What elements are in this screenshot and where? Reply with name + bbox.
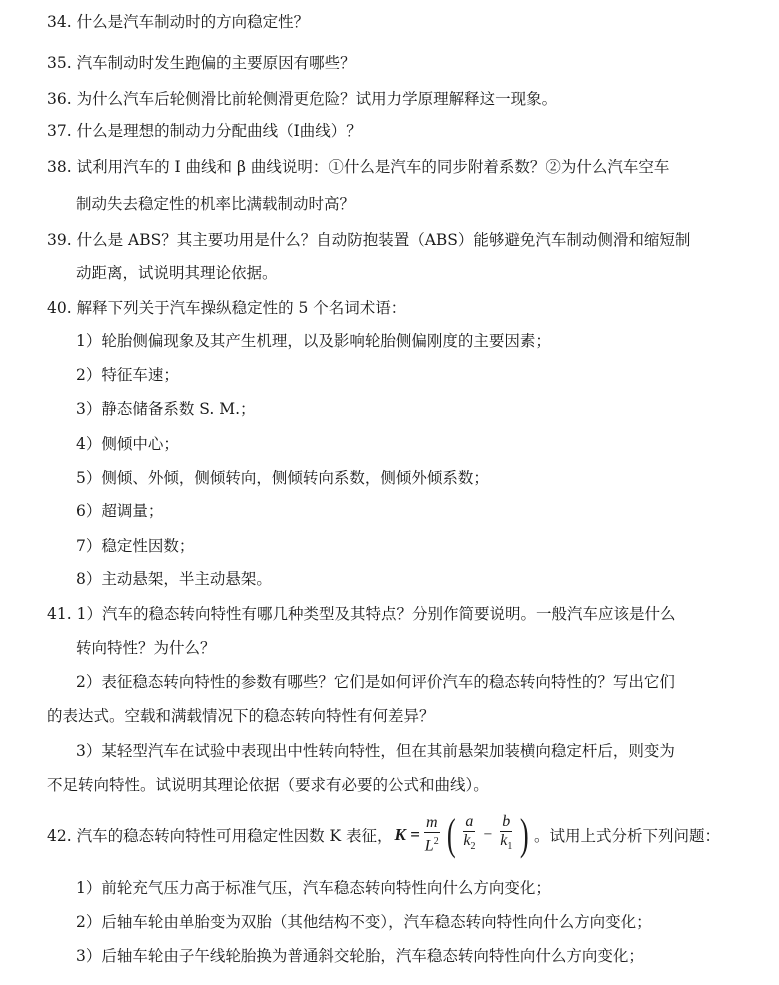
formula-paren-close: ): [520, 810, 530, 859]
formula-m: m: [425, 814, 438, 832]
line-q35: 35. 汽车制动时发生跑偏的主要原因有哪些？: [47, 54, 356, 72]
formula-paren-open: (: [446, 810, 456, 859]
line-q42-2: 2）后轴车轮由单胎变为双胎（其他结构不变），汽车稳态转向特性向什么方向变化；: [76, 913, 652, 931]
formula-frac-m-l2: [423, 814, 441, 855]
line-q42-1: 1）前轮充气压力高于标准气压，汽车稳态转向特性向什么方向变化；: [76, 879, 551, 897]
formula-a: a: [465, 813, 474, 831]
formula-l2: $L^2$: [424, 836, 439, 855]
line-q41-3: 3）某轻型汽车在试验中表现出中性转向特性，但在其前悬架加装横向稳定杆后，则变为: [76, 742, 675, 760]
line-q41-2-cont: 的表达式。空载和满载情况下的稳态转向特性有何差异？: [47, 707, 435, 725]
line-q41: 41. 1）汽车的稳态转向特性有哪几种类型及其特点？分别作简要说明。一般汽车应该是什么: [47, 605, 676, 623]
formula-frac-a-k2: [461, 813, 477, 856]
line-q38-cont: 制动失去稳定性的机率比满载制动时高？: [76, 195, 356, 213]
line-q38: 38. 试利用汽车的 I 曲线和 β 曲线说明：①什么是汽车的同步附着系数？②为什么汽车空车: [47, 158, 670, 176]
line-q40-8: 8）主动悬架，半主动悬架。: [76, 570, 272, 588]
stability-factor-formula: [394, 810, 532, 859]
line-q40-4: 4）侧倾中心；: [76, 435, 179, 453]
formula-frac-b-k1: [498, 813, 514, 856]
q42-text-after: 。试用上式分析下列问题：: [533, 827, 720, 845]
formula-k1: $k_1$: [500, 832, 513, 853]
q42-text-before: 42. 汽车的稳态转向特性可用稳定性因数 K 表征，: [47, 827, 393, 845]
line-q34: 34. 什么是汽车制动时的方向稳定性？: [47, 13, 310, 31]
formula-lhs: K =: [394, 825, 420, 844]
line-q40: 40. 解释下列关于汽车操纵稳定性的 5 个名词术语：: [47, 299, 407, 317]
line-q42-3: 3）后轴车轮由子午线轮胎换为普通斜交轮胎，汽车稳态转向特性向什么方向变化；: [76, 947, 644, 965]
line-q37: 37. 什么是理想的制动力分配曲线（I曲线）？: [47, 122, 362, 140]
line-q40-6: 6）超调量；: [76, 502, 164, 520]
line-q42: [47, 810, 720, 859]
formula-b: b: [502, 813, 511, 831]
line-q41-2: 2）表征稳态转向特性的参数有哪些？它们是如何评价汽车的稳态转向特性的？写出它们: [76, 673, 675, 691]
line-q39-cont: 动距离，试说明其理论依据。: [76, 264, 278, 282]
line-q40-1: 1）轮胎侧偏现象及其产生机理，以及影响轮胎侧偏刚度的主要因素；: [76, 332, 551, 350]
line-q41-3-cont: 不足转向特性。试说明其理论依据（要求有必要的公式和曲线）。: [47, 776, 489, 794]
line-q40-3: 3）静态储备系数 S. M.；: [76, 400, 256, 418]
line-q36: 36. 为什么汽车后轮侧滑比前轮侧滑更危险？试用力学原理解释这一现象。: [47, 90, 558, 108]
line-q40-2: 2）特征车速；: [76, 366, 179, 384]
formula-k2: $k_2$: [463, 832, 476, 853]
line-q41-cont: 转向特性？为什么？: [76, 639, 216, 657]
formula-minus: −: [483, 826, 493, 843]
line-q40-7: 7）稳定性因数；: [76, 537, 195, 555]
line-q39: 39. 什么是 ABS？其主要功用是什么？自动防抱装置（ABS）能够避免汽车制动侧滑和缩短制: [47, 231, 691, 249]
line-q40-5: 5）侧倾、外倾，侧倾转向，侧倾转向系数，侧倾外倾系数；: [76, 469, 489, 487]
